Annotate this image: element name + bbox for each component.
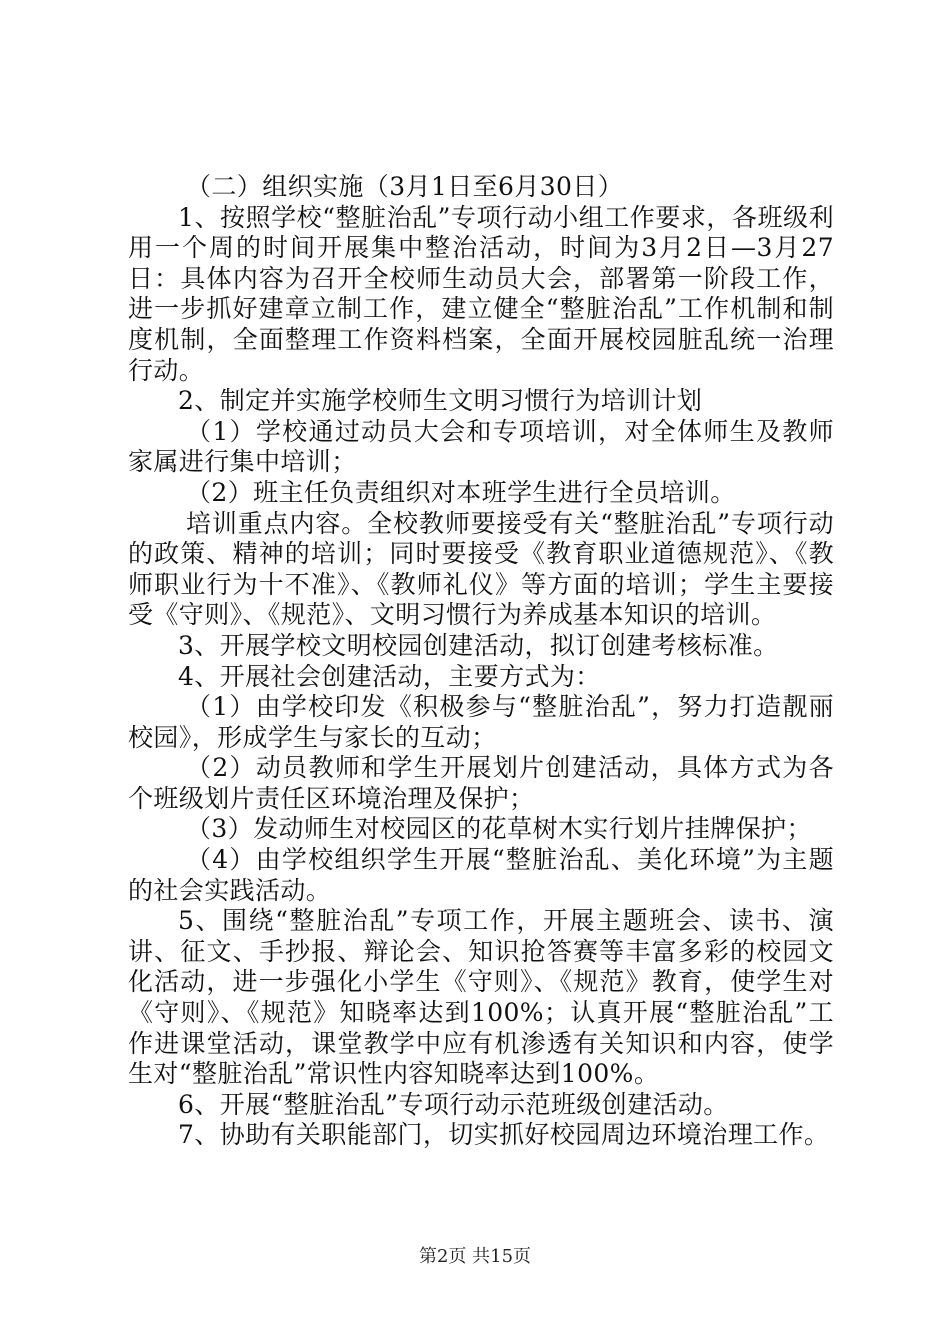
page-footer: 第2页 共15页	[418, 1246, 532, 1267]
paragraph-subitem-4-2: （2）动员教师和学生开展划片创建活动，具体方式为各个班级划片责任区环境治理及保护；	[128, 753, 834, 813]
document-body	[128, 172, 834, 1151]
paragraph-subitem-2-1: （1）学校通过动员大会和专项培训，对全体师生及教师家属进行集中培训；	[128, 416, 834, 477]
paragraph-item-5: 5、围绕“整脏治乱”专项工作，开展主题班会、读书、演讲、征文、手抄报、辩论会、知识抢答赛等丰富多彩的校园文化活动，进一步强化小学生《守则》、《规范》教育，使学生对《守则》、《规范》知晓率达到100%；认真开展“整脏治乱”工作进课堂活动，课堂教学中应有机渗透有关知识和内容，使学生对“整脏治乱”常识性内容知晓率达到100%。	[128, 906, 834, 1089]
paragraph-subitem-4-3: （3）发动师生对校园区的花草树木实行划片挂牌保护；	[186, 814, 812, 844]
paragraph-item-3: 3、开展学校文明校园创建活动，拟订创建考核标准。	[178, 630, 779, 660]
paragraph-item-7: 7、协助有关职能部门，切实抓好校园周边环境治理工作。	[178, 1120, 830, 1150]
paragraph-training-content: 培训重点内容。全校教师要接受有关“整脏治乱”专项行动的政策、精神的培训；同时要接受《教育职业道德规范》、《教师职业行为十不准》、《教师礼仪》等方面的培训；学生主要接受《守则》、《规范》、文明习惯行为养成基本知识的培训。	[128, 508, 834, 630]
paragraph-item-1: 1、按照学校“整脏治乱”专项行动小组工作要求，各班级利用一个周的时间开展集中整治活动，时间为3月2日—3月27日：具体内容为召开全校师生动员大会，部署第一阶段工作，进一步抓好建章立制工作，建立健全“整脏治乱”工作机制和制度机制，全面整理工作资料档案，全面开展校园脏乱统一治理行动。	[128, 202, 834, 385]
section-heading: （二）组织实施（3月1日至6月30日）	[186, 172, 624, 201]
paragraph-item-4: 4、开展社会创建活动，主要方式为：	[178, 661, 601, 691]
paragraph-subitem-4-4: （4）由学校组织学生开展“整脏治乱、美化环境”为主题的社会实践活动。	[128, 845, 834, 905]
paragraph-subitem-4-1: （1）由学校印发《积极参与“整脏治乱”，努力打造靓丽校园》，形成学生与家长的互动；	[128, 692, 834, 752]
paragraph-item-2: 2、制定并实施学校师生文明习惯行为培训计划	[178, 386, 703, 416]
paragraph-subitem-2-2: （2）班主任负责组织对本班学生进行全员培训。	[186, 477, 736, 507]
paragraph-item-6: 6、开展“整脏治乱”专项行动示范班级创建活动。	[178, 1089, 729, 1119]
